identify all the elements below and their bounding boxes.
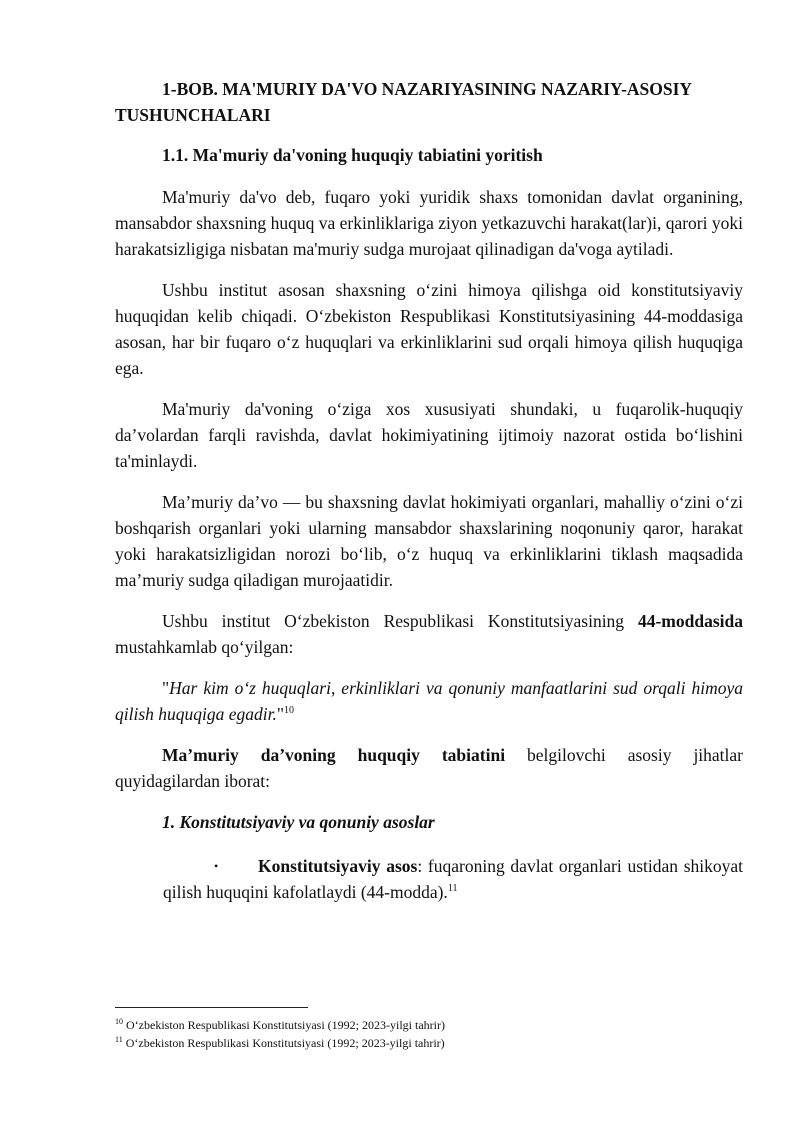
bullet-item: [163, 853, 743, 905]
page-content: [115, 76, 743, 905]
section-title: 1.1. Ma'muriy da'voning huquqiy tabiatini yoritish: [162, 145, 543, 165]
paragraph-article: [115, 608, 743, 660]
footnote-divider: [115, 1007, 308, 1008]
footnotes: [115, 1016, 743, 1052]
paragraph-institute: Ushbu institut asosan shaxsning o‘zini himoya qilishga oid konstitutsiyaviy huquqidan kelib chiqadi. O‘zbekiston Respublikasi Konstitutsiyasining 44-moddasiga asosan, har bir fuqaro o‘z huquqlari va erkinliklarini sud orqali himoya qilish huquqiga ega.: [115, 280, 743, 378]
article-text-after: mustahkamlab qo‘yilgan:: [115, 637, 294, 657]
footnote-ref-11[interactable]: 11: [447, 883, 458, 895]
footnote-10: [115, 1016, 743, 1034]
nature-text-after: belgilovchi asosiy jihatlar quyidagilardan iborat:: [115, 745, 744, 791]
quote-open-mark: ": [162, 678, 170, 698]
paragraph-nature: [115, 742, 743, 794]
bullet-bold-text: Konstitutsiyaviy asos: [258, 856, 418, 876]
bullet-text: [163, 853, 743, 905]
paragraph-definition: Ma'muriy da'vo deb, fuqaro yoki yuridik shaxs tomonidan davlat organining, mansabdor shaxsning huquq va erkinliklariga ziyon yetkazuvchi harakat(lar)i, qarori yoki harakatsizligiga nisbatan ma'muriy sudga murojaat qilinadigan da'voga aytiladi.: [115, 187, 743, 259]
footnote-text: O‘zbekiston Respublikasi Konstitutsiyasi (1992; 2023-yilgi tahrir): [125, 1036, 445, 1050]
paragraph-feature: Ma'muriy da'voning o‘ziga xos xususiyati shundaki, u fuqarolik-huquqiy da’volardan farqli ravishda, davlat hokimiyatining ijtimoiy nazorat ostida bo‘lishini ta'minlaydi.: [115, 399, 743, 471]
bullet-marker: •: [214, 859, 219, 873]
footnote-11: [115, 1034, 743, 1052]
nature-bold-text: Ma’muriy da’voning huquqiy tabiatini: [162, 745, 506, 765]
chapter-title: 1-BOB. MA'MURIY DA'VO NAZARIYASINING NAZARIY-ASOSIY TUSHUNCHALARI: [115, 79, 692, 125]
paragraph-concept: Ma’muriy da’vo — bu shaxsning davlat hokimiyati organlari, mahalliy o‘zini o‘zi boshqarish organlari yoki ularning mansabdor shaxslarining noqonuniy qaror, harakat yoki harakatsizligidan norozi bo‘lib, o‘z huquq va erkinliklarini tiklash maqsadida ma’muriy sudga qiladigan murojaatidir.: [115, 492, 743, 590]
footnote-number: 10: [115, 1017, 123, 1026]
constitution-quote: [115, 675, 743, 727]
footnote-ref-10[interactable]: 10: [284, 705, 295, 717]
quote-close-mark: ": [276, 704, 285, 724]
footnote-number: 11: [115, 1035, 123, 1044]
quote-text: Har kim o‘z huquqlari, erkinliklari va qonuniy manfaatlarini sud orqali himoya qilish huquqiga egadir.: [115, 678, 743, 724]
subheading: 1. Konstitutsiyaviy va qonuniy asoslar: [162, 812, 435, 832]
footnote-text: O‘zbekiston Respublikasi Konstitutsiyasi (1992; 2023-yilgi tahrir): [126, 1018, 445, 1032]
article-reference: 44-moddasida: [637, 611, 743, 631]
bullet-text-after: : fuqaroning davlat organlari ustidan shikoyat qilish huquqini kafolatlaydi (44-modda).: [163, 856, 744, 902]
article-text-before: Ushbu institut O‘zbekiston Respublikasi Konstitutsiyasining: [162, 611, 638, 631]
